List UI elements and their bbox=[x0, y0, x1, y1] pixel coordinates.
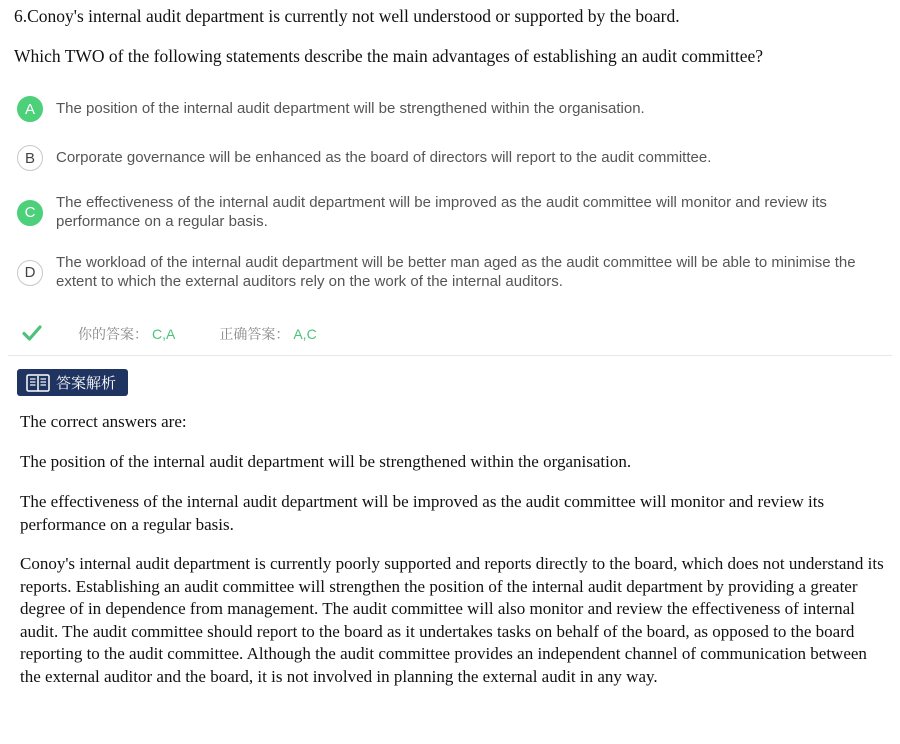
correct-answer-label: 正确答案： bbox=[219, 326, 290, 342]
analysis-explanation: Conoy's internal audit department is currently poorly supported and reports directly to the board, which does not understand its reports. Establishing an audit committee will strengthen the position of the internal audit department by providing a greater degree of in dependence from management. The audit committee will also monitor and review the effectiveness of internal audit. The audit committee should report to the board as it undertakes tasks on behalf of the board, as opposed to the board reporting to the audit committee. Although the audit committee provides an independent channel of communication between the external auditor and the board, it is not involved in planning the external audit in any way. bbox=[20, 554, 884, 686]
answer-row bbox=[22, 323, 317, 345]
option-b[interactable] bbox=[17, 145, 887, 171]
analysis-answer-a: The position of the internal audit department will be strengthened within the organisation. bbox=[20, 452, 632, 471]
option-a-text: The position of the internal audit department will be strengthened within the organisation. bbox=[56, 99, 645, 117]
option-d-badge[interactable]: D bbox=[17, 260, 43, 286]
correct-answer-value: A,C bbox=[293, 326, 317, 342]
divider bbox=[8, 355, 892, 356]
analysis-answer-c: The effectiveness of the internal audit department will be improved as the audit committee will monitor and review its performance on a regular basis. bbox=[20, 492, 825, 534]
question-title: 6.Conoy's internal audit department is currently not well understood or supported by the board. bbox=[14, 6, 680, 26]
book-icon bbox=[26, 374, 56, 392]
option-b-text: Corporate governance will be enhanced as the board of directors will report to the audit committee. bbox=[56, 148, 712, 166]
option-d[interactable] bbox=[17, 254, 887, 291]
analysis-tag-label: 答案解析 bbox=[56, 374, 117, 392]
option-a[interactable] bbox=[17, 96, 887, 122]
analysis-tag bbox=[17, 369, 128, 396]
option-b-badge[interactable]: B bbox=[17, 145, 43, 171]
option-d-text: The workload of the internal audit department will be better man aged as the audit committee will be able to minimise the extent to which the external auditors rely on the work of the internal auditors. bbox=[56, 254, 856, 290]
option-c-text: The effectiveness of the internal audit department will be improved as the audit committee will monitor and review its performance on a regular basis. bbox=[56, 194, 827, 230]
your-answer-value: C,A bbox=[152, 326, 176, 342]
option-a-badge[interactable]: A bbox=[17, 96, 43, 122]
check-icon bbox=[22, 324, 42, 344]
question-prompt: Which TWO of the following statements describe the main advantages of establishing an audit committee? bbox=[14, 46, 764, 66]
analysis-intro: The correct answers are: bbox=[20, 412, 187, 431]
your-answer-label: 你的答案： bbox=[78, 326, 148, 342]
option-c-badge[interactable]: C bbox=[17, 200, 43, 226]
option-c[interactable] bbox=[17, 194, 887, 231]
